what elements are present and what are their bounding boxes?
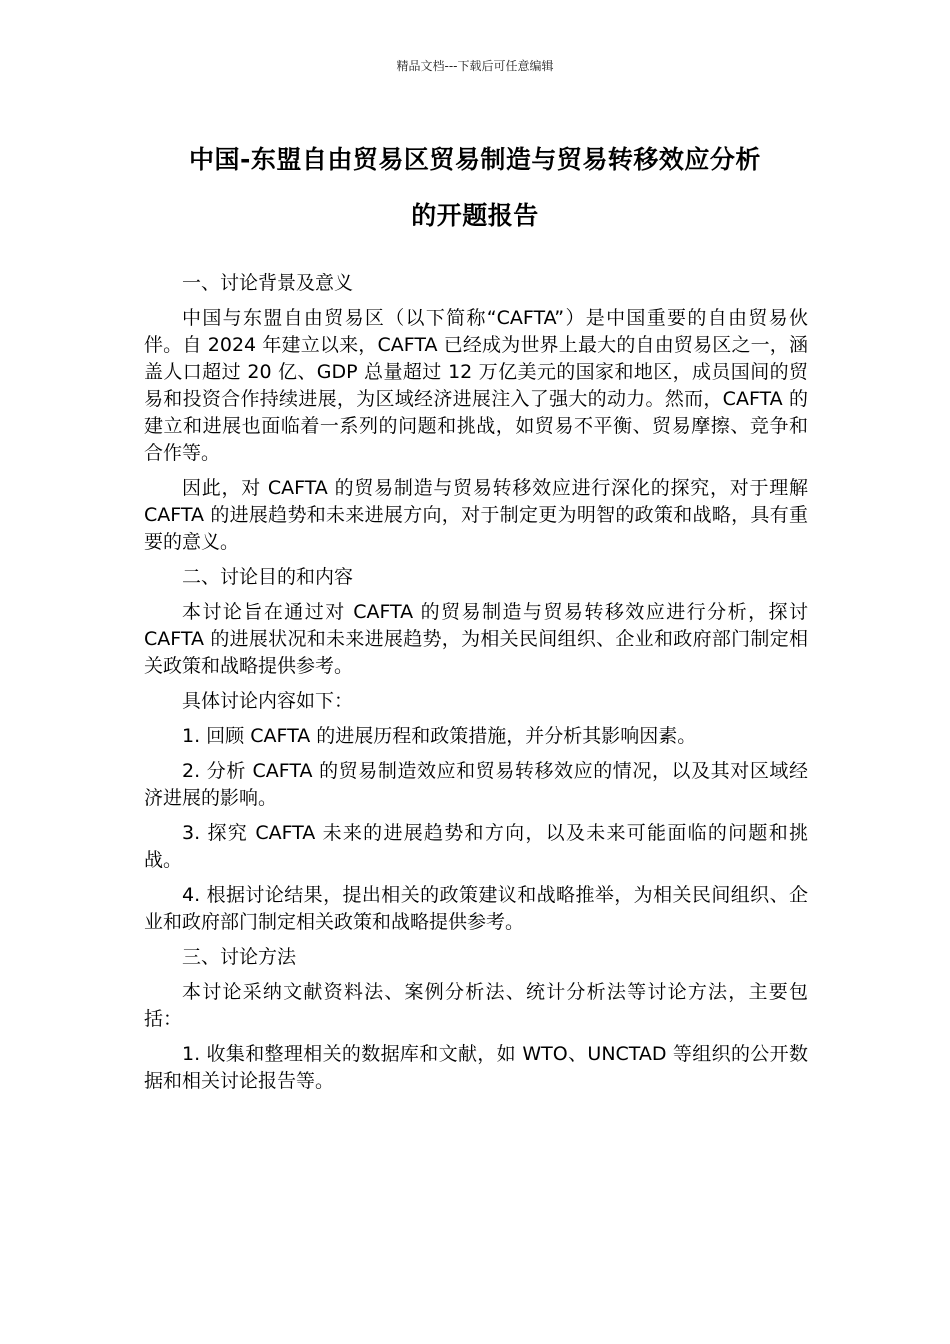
document-title-line-1: 中国-东盟自由贸易区贸易制造与贸易转移效应分析 <box>189 145 761 174</box>
list-item-method-1: 1. 收集和整理相关的数据库和文献，如 WTO、UNCTAD 等组织的公开数据和相关讨论报告等。 <box>144 1043 808 1092</box>
paragraph-background-intro: 中国与东盟自由贸易区（以下简称“CAFTA”）是中国重要的自由贸易伙伴。自 2024 年建立以来，CAFTA 已经成为世界上最大的自由贸易区之一，涵盖人口超过 20 亿、GDP 总量超过 12 万亿美元的国家和地区，成员国间的贸易和投资合作持续进展，为区域经济进展注入了强大的动力。然而，CAFTA 的建立和进展也面临着一系列的问题和挑战，如贸易不平衡、贸易摩擦、竞争和合作等。 <box>144 307 808 464</box>
list-item-content-4: 4. 根据讨论结果，提出相关的政策建议和战略推举，为相关民间组织、企业和政府部门制定相关政策和战略提供参考。 <box>144 884 808 933</box>
document-title-line-2: 的开题报告 <box>411 201 539 230</box>
paragraph-significance: 因此，对 CAFTA 的贸易制造与贸易转移效应进行深化的探究，对于理解 CAFTA 的进展趋势和未来进展方向，对于制定更为明智的政策和战略，具有重要的意义。 <box>144 477 808 553</box>
paragraph-method-intro: 本讨论采纳文献资料法、案例分析法、统计分析法等讨论方法，主要包括： <box>144 981 808 1030</box>
document-body <box>144 270 808 1103</box>
document-title <box>120 132 830 244</box>
section-heading-method: 三、讨论方法 <box>182 946 297 968</box>
section-heading-background: 一、讨论背景及意义 <box>182 272 354 294</box>
section-heading-purpose: 二、讨论目的和内容 <box>182 566 354 588</box>
paragraph-content-intro: 具体讨论内容如下： <box>182 690 354 712</box>
paragraph-purpose: 本讨论旨在通过对 CAFTA 的贸易制造与贸易转移效应进行分析，探讨 CAFTA 的进展状况和未来进展趋势，为相关民间组织、企业和政府部门制定相关政策和战略提供参考。 <box>144 601 808 677</box>
list-item-content-1: 1. 回顾 CAFTA 的进展历程和政策措施，并分析其影响因素。 <box>182 725 697 747</box>
list-item-content-2: 2. 分析 CAFTA 的贸易制造效应和贸易转移效应的情况，以及其对区域经济进展的影响。 <box>144 760 808 809</box>
page-header-watermark: 精品文档---下载后可任意编辑 <box>396 59 554 73</box>
list-item-content-3: 3. 探究 CAFTA 未来的进展趋势和方向，以及未来可能面临的问题和挑战。 <box>144 822 808 871</box>
